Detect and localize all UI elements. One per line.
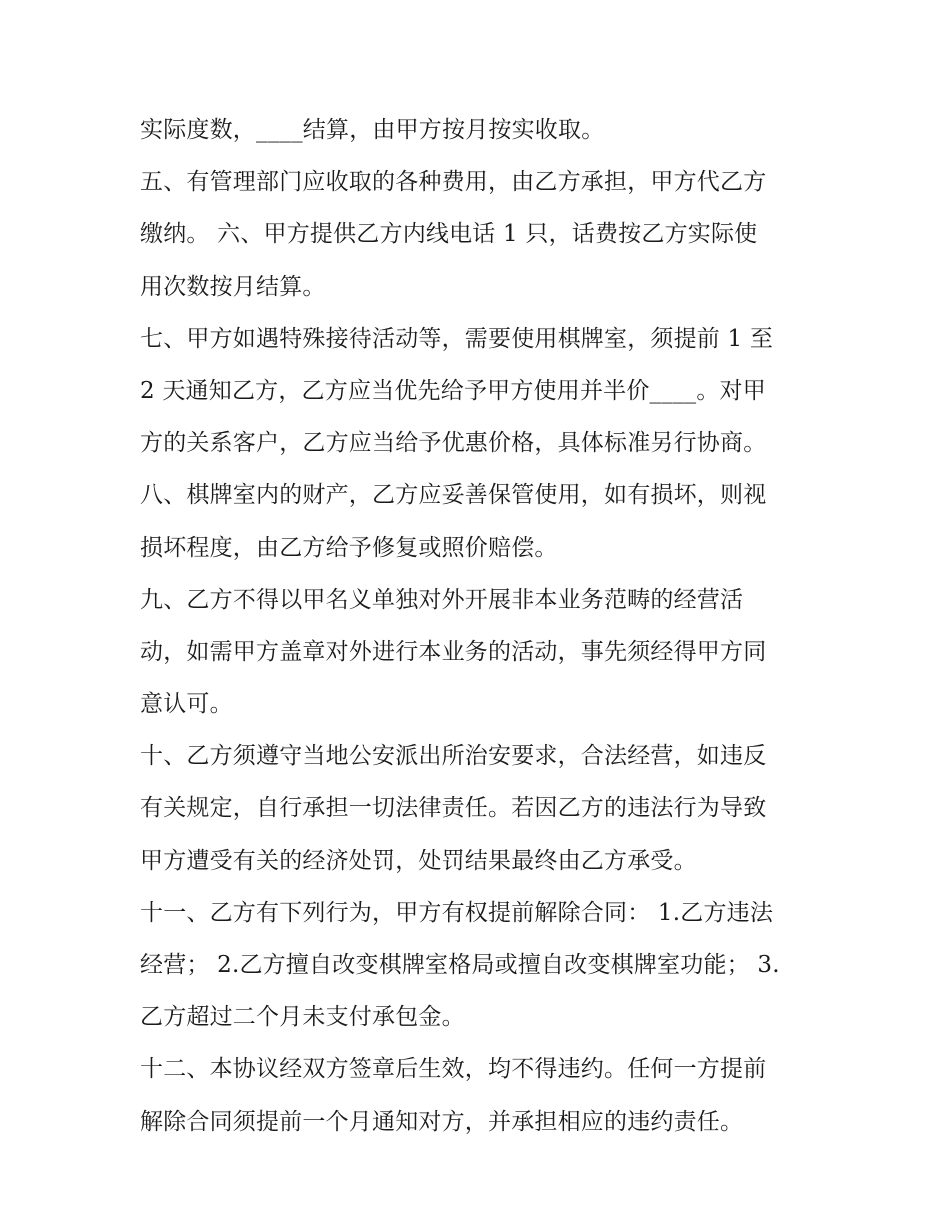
- text-line: 用次数按月结算。: [140, 273, 326, 300]
- text-line: 缴纳。 六、甲方提供乙方内线电话 1 只，话费按乙方实际使: [140, 221, 758, 248]
- text-line: 乙方超过二个月未支付承包金。: [140, 1004, 465, 1031]
- text-line: 甲方遭受有关的经济处罚，处罚结果最终由乙方承受。: [140, 847, 697, 874]
- text-line: 七、甲方如遇特殊接待活动等，需要使用棋牌室，须提前 1 至: [140, 325, 774, 352]
- text-line: 动，如需甲方盖章对外进行本业务的活动，事先须经得甲方同: [140, 638, 767, 665]
- text-line: 2 天通知乙方，乙方应当优先给予甲方使用并半价____。对甲: [140, 377, 766, 404]
- text-line: 意认可。: [140, 691, 233, 718]
- text-line: 十、乙方须遵守当地公安派出所治安要求，合法经营，如违反: [140, 743, 767, 770]
- text-line: 五、有管理部门应收取的各种费用，由乙方承担，甲方代乙方: [140, 169, 767, 196]
- text-line: 有关规定，自行承担一切法律责任。若因乙方的违法行为导致: [140, 795, 767, 822]
- document-body: [140, 104, 830, 1148]
- text-line: 实际度数，____结算，由甲方按月按实收取。: [140, 117, 605, 143]
- text-line: 经营； 2.乙方擅自改变棋牌室格局或擅自改变棋牌室功能； 3.: [140, 952, 780, 978]
- text-line: 八、棋牌室内的财产，乙方应妥善保管使用，如有损坏，则视: [140, 482, 767, 509]
- text-line: 方的关系客户，乙方应当给予优惠价格，具体标准另行协商。: [140, 430, 767, 457]
- text-line: 损坏程度，由乙方给予修复或照价赔偿。: [140, 534, 558, 561]
- text-line: 九、乙方不得以甲名义单独对外开展非本业务范畴的经营活: [140, 586, 744, 613]
- text-line: 十一、乙方有下列行为，甲方有权提前解除合同： 1.乙方违法: [140, 899, 774, 926]
- text-line: 十二、本协议经双方签章后生效，均不得违约。任何一方提前: [140, 1056, 767, 1083]
- text-line: 解除合同须提前一个月通知对方，并承担相应的违约责任。: [140, 1108, 744, 1135]
